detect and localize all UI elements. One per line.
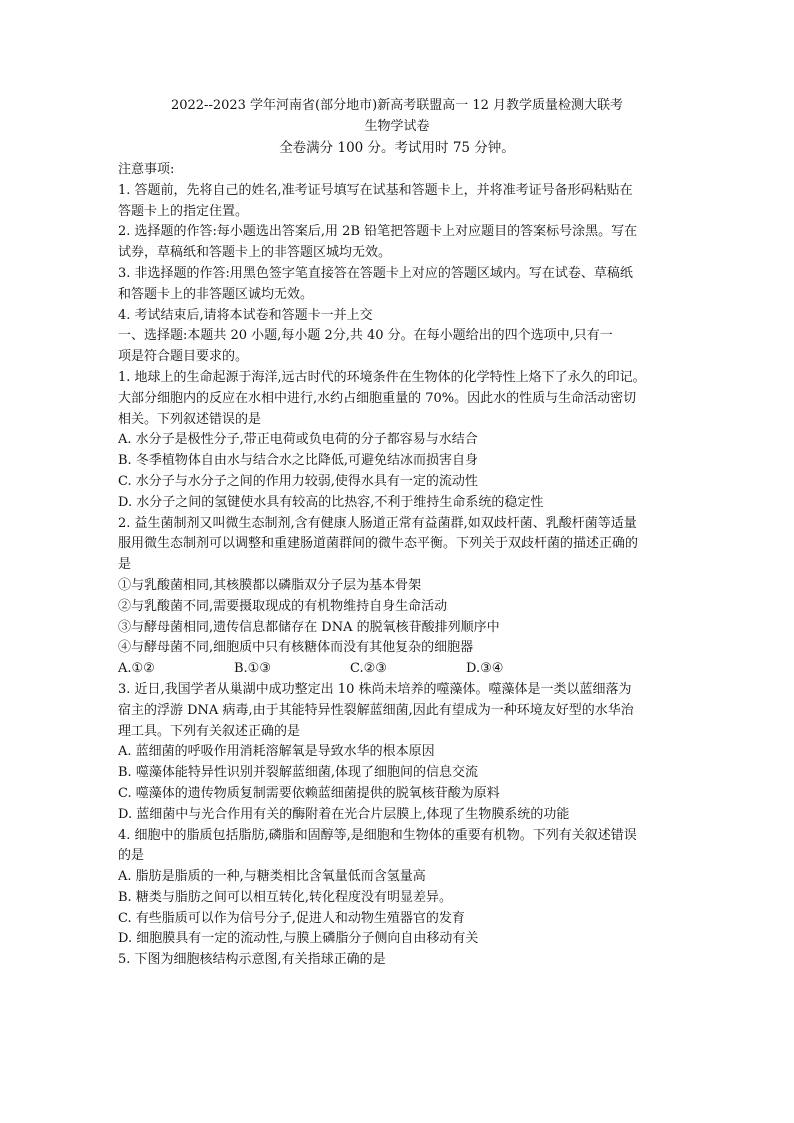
notes-line: 1. 答题前，先将自己的姓名,准考证号填写在试基和答题卡上，并将准考证号备形码粘贴在 — [118, 182, 633, 198]
question-4 — [118, 826, 688, 951]
option-a: A. 蓝细菌的呼吸作用消耗溶解氧是导致水华的根本原因 — [118, 744, 435, 760]
question-2 — [118, 514, 688, 680]
question-line: 2. 益生菌制剂又叫微生态制剂,含有健康人肠道正常有益菌群,如双歧杆菌、乳酸杆菌等适量 — [118, 515, 637, 531]
statement-4: ④与酵母菌不同,细胞质中只有核糖体而没有其他复杂的细胞器 — [118, 640, 474, 656]
exam-subject: 生物学试卷 — [364, 119, 430, 134]
option-b: B. 噬藻体能特异性识别并裂解蓝细菌,体现了细胞间的信息交流 — [118, 765, 478, 781]
option-a: A. 脂肪是脂质的一种,与糖类相比含氧量低而含氢量高 — [118, 869, 426, 885]
notes-block — [118, 181, 688, 327]
question-line: 5. 下图为细胞核结构示意图,有关指球正确的是 — [118, 952, 386, 968]
option-d: D. 水分子之间的氢键使水具有较高的比热容,不利于维持生命系统的稳定性 — [118, 494, 544, 510]
question-line: 宿主的浮游 DNA 病毒,由于其能特异性裂解蓝细菌,因此有望成为一种环境友好型的水华治 — [118, 702, 634, 718]
exam-score-time: 全卷满分 100 分。考试用时 75 分钟。 — [279, 140, 515, 156]
section-line: 一、选择题:本题共 20 小题,每小题 2分,共 40 分。在每小题给出的四个选项中,只有一 — [118, 328, 613, 344]
option-b: B. 冬季植物体自由水与结合水之比降低,可避免结冰而损害自身 — [118, 453, 478, 469]
option-c: C.②③ — [350, 661, 387, 677]
notes-line: 和答题卡上的非答题区诚均无效。 — [118, 286, 314, 302]
statement-2: ②与乳酸菌不同,需要摄取现成的有机物维持自身生命活动 — [118, 598, 448, 614]
notes-line: 3. 非选择题的作答:用黑色签字笔直接答在答题卡上对应的答题区域内。写在试卷、草稿纸 — [118, 265, 633, 281]
question-line: 理工具。下列有关叙述正确的是 — [118, 723, 301, 739]
option-a: A. 水分子是极性分子,带正电荷或负电荷的分子都容易与水结合 — [118, 432, 478, 448]
question-3 — [118, 680, 688, 826]
statement-1: ①与乳酸菌相同,其核膜都以磷脂双分子层为基本骨架 — [118, 577, 422, 593]
option-c: C. 水分子与水分子之间的作用力较弱,使得水具有一定的流动性 — [118, 473, 478, 489]
notes-heading: 注意事项: — [118, 162, 175, 177]
option-d: D. 蓝细菌中与光合作用有关的酶附着在光合片层膜上,体现了生物膜系统的功能 — [118, 806, 570, 822]
option-d: D.③④ — [466, 661, 504, 677]
question-line: 3. 近日,我国学者从巢湖中成功整定出 10 株尚未培养的噬藻体。噬藻体是一类以蓝细落为 — [118, 681, 632, 697]
question-line: 的是 — [118, 848, 145, 864]
option-a: A.①② — [118, 661, 155, 677]
question-1 — [118, 368, 688, 514]
question-line: 服用微生态制剂可以调整和重建肠道菌群间的微牛态平衡。下列关于双歧杆菌的描述正确的 — [118, 536, 639, 552]
question-line: 是 — [118, 557, 132, 573]
exam-title: 2022--2023 学年河南省(部分地市)新高考联盟高一 12 月教学质量检测大联考 — [170, 98, 624, 113]
question-line: 相关。下列叙述错误的是 — [118, 411, 262, 427]
answer-options — [118, 659, 688, 680]
statement-3: ③与酵母菌相同,遗传信息都储存在 DNA 的脱氧核苷酸排列顺序中 — [118, 619, 500, 635]
notes-line: 答题卡上的指定住置。 — [118, 203, 249, 219]
question-5 — [118, 950, 688, 971]
option-b: B.①③ — [234, 661, 271, 677]
option-c: C. 噬藻体的遗传物质复制需要依赖蓝细菌提供的脱氧核苷酸为原料 — [118, 785, 500, 801]
section-line: 项是符合题目要求的。 — [118, 349, 249, 365]
option-b: B. 糖类与脂肪之间可以相互转化,转化程度没有明显差异。 — [118, 889, 452, 905]
question-line: 1. 地球上的生命起源于海洋,远古时代的环境条件在生物体的化学特性上烙下了永久的印记。 — [118, 369, 646, 385]
notes-line: 4. 考试结束后,请将本试卷和答题卡一并上交 — [118, 307, 373, 323]
exam-body — [118, 160, 688, 971]
question-line: 4. 细胞中的脂质包括脂肪,磷脂和固醇等,是细胞和生物体的重要有机物。下列有关叙述错误 — [118, 827, 637, 843]
notes-line: 试券，草稿纸和答题卡上的非答题区城均无效。 — [118, 245, 392, 261]
option-d: D. 细胞膜具有一定的流动性,与膜上磷脂分子侧向自由移动有关 — [118, 931, 479, 947]
section-heading — [118, 326, 688, 368]
option-c: C. 有些脂质可以作为信号分子,促进人和动物生殖器官的发育 — [118, 910, 465, 926]
question-line: 大部分细胞内的反应在水相中进行,水约占细胞重量的 70%。因此水的性质与生命活动密切 — [118, 390, 637, 406]
notes-line: 2. 选择题的作答:每小题选出答案后,用 2B 铅笔把答题卡上对应题目的答案标号涂黑。写在 — [118, 224, 638, 240]
